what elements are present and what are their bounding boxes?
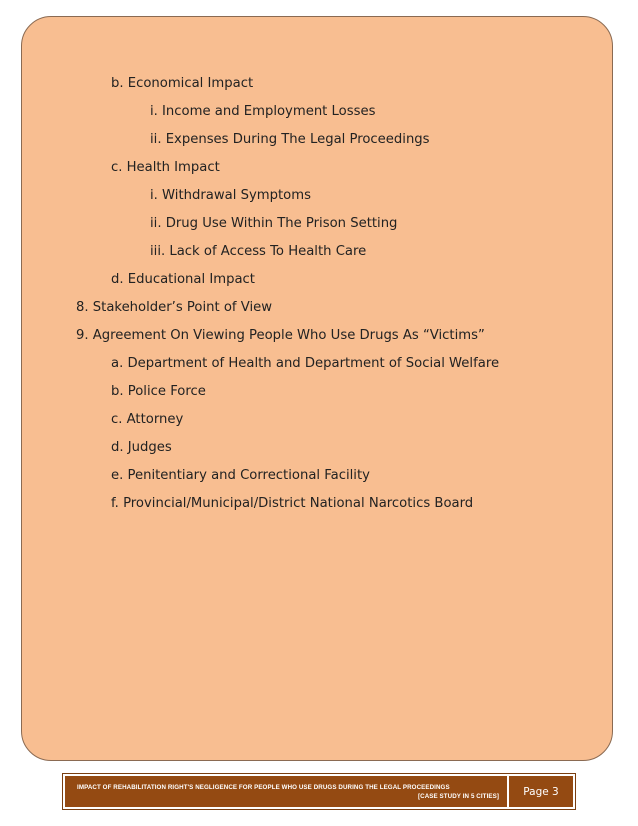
toc-item: i. Withdrawal Symptoms	[150, 188, 311, 203]
toc-item: 9. Agreement On Viewing People Who Use Drugs As “Victims”	[76, 328, 485, 343]
toc-item: b. Economical Impact	[111, 76, 254, 91]
toc-item: d. Judges	[111, 440, 172, 455]
toc-item: ii. Expenses During The Legal Proceedings	[150, 132, 430, 147]
content-panel	[21, 16, 613, 761]
toc-item: iii. Lack of Access To Health Care	[150, 244, 367, 259]
toc-item: c. Health Impact	[111, 160, 220, 175]
table-of-contents	[22, 17, 612, 760]
toc-item: f. Provincial/Municipal/District National Narcotics Board	[111, 496, 474, 511]
footer-title	[65, 776, 507, 807]
toc-item: i. Income and Employment Losses	[150, 104, 376, 119]
footer-title-line1: IMPACT OF REHABILITATION RIGHT'S NEGLIGENCE FOR PEOPLE WHO USE DRUGS DURING THE LEGAL PROCEEDINGS	[77, 783, 450, 791]
toc-item: 8. Stakeholder’s Point of View	[76, 300, 273, 315]
toc-item: d. Educational Impact	[111, 272, 255, 287]
toc-item: c. Attorney	[111, 412, 184, 427]
toc-item: ii. Drug Use Within The Prison Setting	[150, 216, 398, 231]
toc-item: a. Department of Health and Department of Social Welfare	[111, 356, 500, 371]
footer-title-line2: [CASE STUDY IN 5 CITIES]	[417, 792, 499, 800]
toc-item: e. Penitentiary and Correctional Facility	[111, 468, 370, 483]
page-number: Page 3	[509, 776, 573, 807]
page-footer	[62, 773, 576, 810]
toc-item: b. Police Force	[111, 384, 206, 399]
